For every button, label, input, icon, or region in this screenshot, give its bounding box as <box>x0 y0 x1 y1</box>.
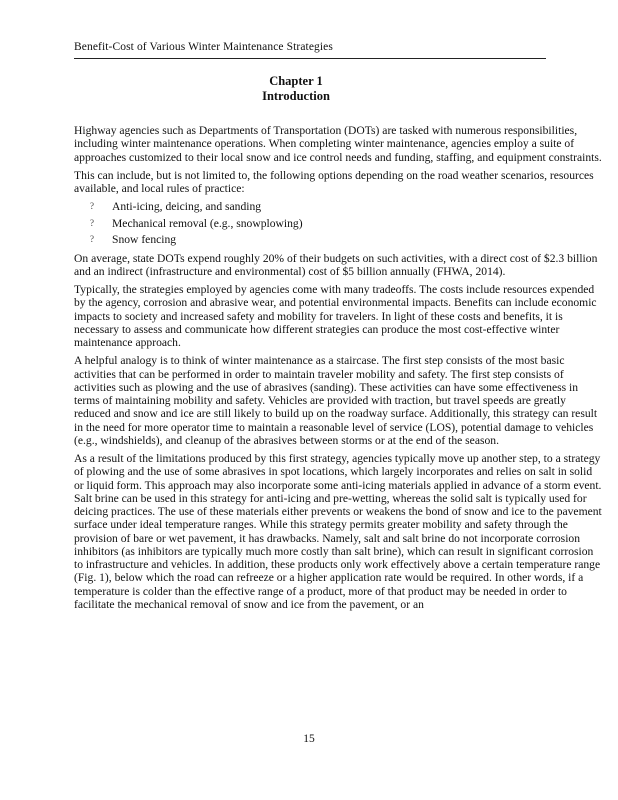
bullet-marker: ? <box>90 201 94 212</box>
bullet-marker: ? <box>90 217 94 228</box>
list-item <box>90 200 604 213</box>
chapter-title: Introduction <box>262 89 330 103</box>
bullet-marker: ? <box>90 234 94 245</box>
paragraph-6: As a result of the limitations produced by this first strategy, agencies typically move up another step, to a strategy of plowing and the use of some abrasives in spot locations, which largely incorporates and relies on salt in solid or liquid form. This approach may also incorporate some anti-icing materials applied in advance of a storm event. Salt brine can be used in this strategy for anti-icing and pre-wetting, whereas the solid salt is typically used for deicing practices. The use of these materials either prevents or weakens the bond of snow and ice to the pavement surface under ideal temperature ranges. While this strategy permits greater mobility and safety through the provision of bare or wet pavement, it has drawbacks. Namely, salt and salt brine do not incorporate corrosion inhibitors (as inhibitors are typically much more costly than salt brine), which can result in significant corrosion to infrastructure and vehicles. In addition, these products only work effectively above a certain temperature range (Fig. 1), below which the road can refreeze or a higher application rate would be required. In other words, if a temperature is colder than the effective range of a product, more of that product may be needed in order to facilitate the mechanical removal of snow and ice from the pavement, or an <box>74 452 602 611</box>
paragraph-3: On average, state DOTs expend roughly 20% of their budgets on such activities, with a direct cost of $2.3 billion and an indirect (infrastructure and environmental) cost of $5 billion annually (FHWA, 2014). <box>74 251 598 278</box>
paragraph-1: Highway agencies such as Departments of Transportation (DOTs) are tasked with numerous responsibilities, including winter maintenance operations. When completing winter maintenance, agencies employ a suite of approaches customized to their local snow and ice control needs and funding, staffing, and equipment constraints. <box>74 124 602 164</box>
paragraph-2: This can include, but is not limited to, the following options depending on the road weather scenarios, resources available, and local rules of practice: <box>74 168 594 195</box>
options-list <box>74 200 604 246</box>
chapter-number: Chapter 1 <box>269 74 323 88</box>
list-item-text: Anti-icing, deicing, and sanding <box>112 200 262 214</box>
paragraph-5: A helpful analogy is to think of winter maintenance as a staircase. The first step consists of the most basic activities that can be performed in order to maintain traveler mobility and safety. The first step consists of activities such as plowing and the use of abrasives (sanding). These activities can have some effectiveness in terms of maintaining mobility and safety. Vehicles are provided with traction, but travel speeds are greatly reduced and snow and ice are still likely to build up on the roadway surface. Additionally, this strategy can result in the need for more operator time to maintain a reasonable level of service (LOS), potential damage to vehicles (e.g., windshields), and cleanup of the abrasives between storms or at the end of the season. <box>74 354 598 447</box>
list-item <box>90 233 604 246</box>
chapter-heading <box>74 74 518 104</box>
list-item-text: Snow fencing <box>112 233 177 247</box>
body-text <box>74 124 604 616</box>
list-item-text: Mechanical removal (e.g., snowplowing) <box>112 216 303 230</box>
page-number: 15 <box>303 733 315 745</box>
header-rule <box>74 58 546 59</box>
list-item <box>90 217 604 230</box>
running-header: Benefit-Cost of Various Winter Maintenance Strategies <box>74 41 333 53</box>
paragraph-4: Typically, the strategies employed by agencies come with many tradeoffs. The costs include resources expended by the agency, corrosion and abrasive wear, and potential environmental impacts. Benefits can include economic impacts to society and increased safety and mobility for travelers. In light of these costs and benefits, it is necessary to assess and communicate how different strategies can produce the most cost-effective winter maintenance approach. <box>74 283 597 350</box>
